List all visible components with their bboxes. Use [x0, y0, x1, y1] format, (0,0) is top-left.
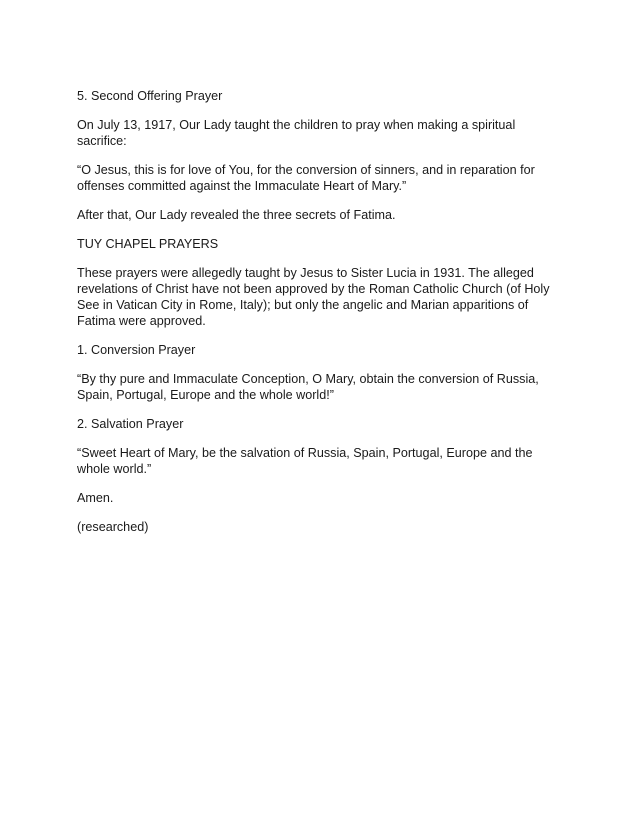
prayer-quote-conversion: “By thy pure and Immaculate Conception, O Mary, obtain the conversion of Russia, Spain, Portugal, Europe and the whole world!”: [77, 372, 539, 402]
section-heading-second-offering-prayer: 5. Second Offering Prayer: [77, 89, 223, 103]
source-note: (researched): [77, 520, 149, 534]
prayer-quote-o-jesus: “O Jesus, this is for love of You, for the conversion of sinners, and in reparation for offenses committed against the Immaculate Heart of Mary.”: [77, 163, 535, 193]
section-heading-conversion-prayer: 1. Conversion Prayer: [77, 343, 196, 357]
paragraph-three-secrets: After that, Our Lady revealed the three secrets of Fatima.: [77, 208, 396, 222]
section-heading-tuy-chapel-prayers: TUY CHAPEL PRAYERS: [77, 237, 219, 251]
prayer-quote-salvation: “Sweet Heart of Mary, be the salvation of Russia, Spain, Portugal, Europe and the whole world.”: [77, 446, 533, 476]
document-body: [77, 88, 567, 548]
paragraph-tuy-description: These prayers were allegedly taught by Jesus to Sister Lucia in 1931. The alleged revelations of Christ have not been approved by the Roman Catholic Church (of Holy See in Vatican City in Rome, Italy); but only the angelic and Marian apparitions of Fatima were approved.: [77, 266, 550, 328]
section-heading-salvation-prayer: 2. Salvation Prayer: [77, 417, 184, 431]
paragraph-july-13-1917: On July 13, 1917, Our Lady taught the children to pray when making a spiritual sacrifice:: [77, 118, 516, 148]
closing-amen: Amen.: [77, 491, 114, 505]
